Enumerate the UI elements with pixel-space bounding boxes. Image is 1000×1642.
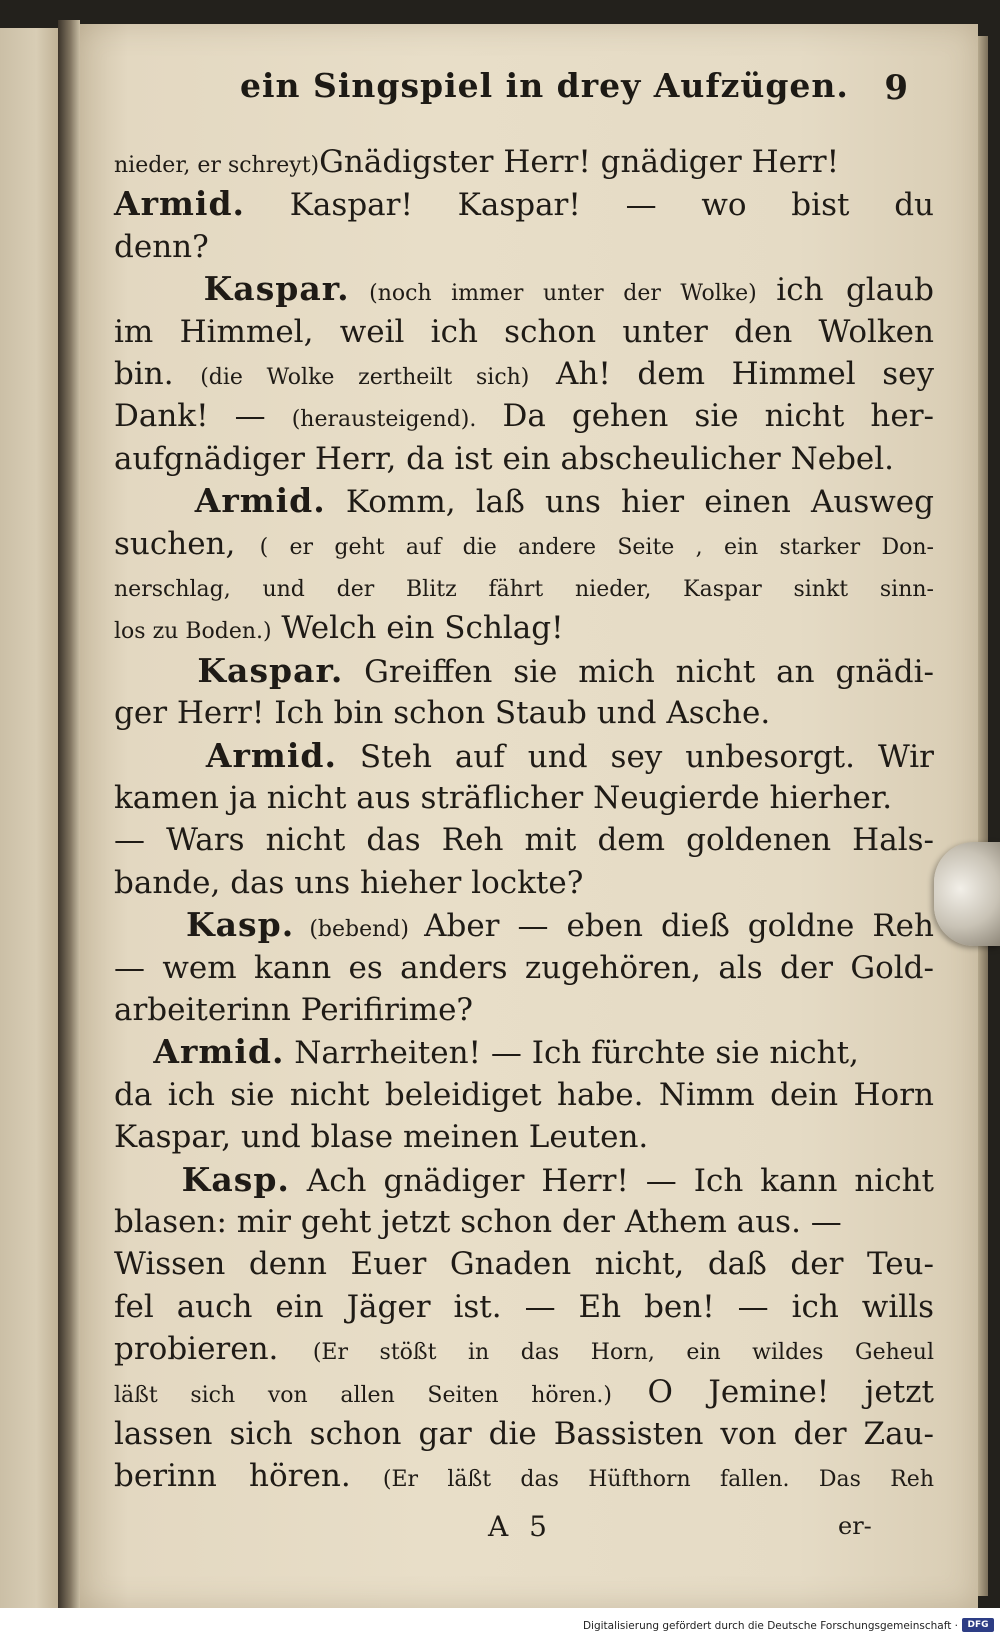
line-text: — Wars nicht das Reh mit dem goldenen Hals-: [114, 822, 934, 859]
line-text: Kaspar! Kaspar! — wo bist du: [245, 187, 934, 224]
text-line: [114, 1030, 934, 1074]
line-text: Kaspar, und blase meinen Leuten.: [114, 1119, 649, 1156]
line-text: lassen sich schon gar die Bassisten von der Zau-: [114, 1416, 934, 1452]
line-text: kamen ja nicht aus sträflicher Neugierde hierher.: [114, 780, 893, 816]
stage-direction: ( er geht auf die andere Seite , ein starker Don-: [259, 534, 934, 560]
stage-direction: (herausteigend).: [291, 407, 477, 433]
stage-direction: nerschlag, und der Blitz fährt nieder, Kaspar sinkt sinn-: [114, 577, 934, 602]
text-line: [114, 522, 934, 566]
text-line: [114, 267, 934, 311]
text-line: [114, 564, 934, 608]
line-text: Welch ein Schlag!: [271, 610, 564, 647]
line-text: O Jemine! jetzt: [611, 1373, 934, 1410]
line-text: Dank! —: [114, 398, 292, 435]
line-text: Greiffen sie mich nicht an gnädi-: [343, 653, 934, 690]
stage-direction: (Er stößt in das Horn, ein wildes Geheul: [312, 1340, 934, 1366]
line-text: [114, 272, 204, 308]
text-line: [114, 437, 934, 481]
line-text: da ich sie nicht beleidiget habe. Nimm dein Horn: [114, 1076, 934, 1113]
speaker-name: Kasp.: [181, 1159, 290, 1199]
page-header: [240, 66, 960, 116]
text-line: [114, 861, 934, 905]
line-text: aufgnädiger Herr, da ist ein abscheulicher Nebel.: [114, 440, 895, 477]
text-line: [114, 182, 934, 226]
line-text: [114, 1035, 153, 1071]
speaker-name: Armid.: [205, 735, 337, 775]
text-line: [114, 1454, 934, 1498]
text-line: [114, 1073, 934, 1117]
line-text: arbeiterinn Perifirime?: [114, 992, 474, 1028]
speaker-name: Armid.: [153, 1032, 285, 1072]
text-line: [114, 140, 934, 184]
text-line: [114, 479, 934, 523]
left-page-edge: [0, 28, 66, 1608]
stage-direction: (die Wolke zertheilt sich): [200, 365, 530, 390]
text-line: [114, 1200, 934, 1244]
signature-mark: A 5: [488, 1510, 553, 1543]
footer-credit: Digitalisierung gefördert durch die Deutsche Forschungsgemeinschaft ·: [582, 1620, 958, 1632]
line-text: Ah! dem Himmel sey: [529, 356, 935, 392]
line-text: [114, 1163, 182, 1199]
text-line: [114, 1158, 934, 1202]
line-text: Steh auf und sey unbesorgt. Wir: [336, 738, 934, 775]
speaker-name: Armid.: [194, 481, 326, 521]
text-line: [114, 1285, 934, 1329]
text-line: [114, 1115, 934, 1159]
line-text: bande, das uns hieher lockte?: [114, 864, 584, 901]
line-text: Komm, laß uns hier einen Ausweg: [325, 484, 934, 521]
text-line: [114, 903, 934, 947]
text-line: [114, 988, 934, 1032]
line-text: Ach gnädiger Herr! — Ich kann nicht: [289, 1162, 934, 1199]
line-text: [114, 484, 195, 520]
page-fore-edge: [978, 36, 988, 1596]
text-line: [114, 818, 934, 862]
text-line: [114, 225, 934, 269]
catchword: er-: [838, 1512, 872, 1540]
line-text: — wem kann es anders zugehören, als der Gold-: [114, 949, 934, 986]
line-text: ich glaub: [776, 272, 934, 309]
spine-shadow: [58, 20, 80, 1610]
line-text: ger Herr! Ich bin schon Staub und Asche.: [114, 695, 771, 732]
line-text: probieren.: [114, 1331, 313, 1368]
text-line: [114, 606, 934, 650]
speaker-name: Kaspar.: [203, 269, 350, 309]
stage-direction: (bebend): [294, 917, 425, 943]
line-text: [114, 908, 186, 944]
line-text: Gnädigster Herr! gnädiger Herr!: [319, 144, 840, 180]
line-text: denn?: [114, 228, 209, 265]
text-line: [114, 734, 934, 778]
stage-direction: läßt sich von allen Seiten hören.): [114, 1382, 612, 1408]
speaker-name: Kasp.: [185, 905, 295, 945]
text-line: [114, 691, 934, 735]
line-text: Narrheiten! — Ich fürchte sie nicht,: [284, 1035, 859, 1072]
speaker-name: Armid.: [114, 184, 246, 224]
text-line: [114, 946, 934, 990]
line-text: suchen,: [114, 525, 260, 562]
text-line: [114, 394, 934, 438]
line-text: Aber — eben dieß goldne Reh: [424, 908, 934, 945]
line-text: berinn hören.: [114, 1458, 383, 1495]
line-text: bin.: [114, 356, 201, 392]
bookmark-clip: [934, 842, 1000, 946]
line-text: Da gehen sie nicht her-: [476, 398, 934, 435]
line-text: im Himmel, weil ich schon unter den Wolken: [114, 313, 934, 350]
line-text: blasen: mir geht jetzt schon der Athem aus. —: [114, 1204, 842, 1240]
footer: [0, 1608, 1000, 1642]
running-title: ein Singspiel in drey Aufzügen.: [240, 66, 849, 105]
speaker-name: Kaspar.: [197, 650, 344, 690]
dfg-logo: DFG: [962, 1618, 994, 1632]
text-line: [114, 649, 934, 693]
line-text: fel auch ein Jäger ist. — Eh ben! — ich wills: [114, 1288, 934, 1325]
stage-direction: (Er läßt das Hüfthorn fallen. Das Reh: [382, 1467, 934, 1493]
text-line: [114, 1327, 934, 1371]
stage-direction: nieder, er schreyt): [114, 153, 320, 178]
text-line: [114, 352, 934, 396]
line-text: [114, 654, 197, 690]
text-line: [114, 310, 934, 354]
text-line: [114, 1370, 934, 1414]
line-text: Wissen denn Euer Gnaden nicht, daß der Teu-: [114, 1246, 934, 1283]
stage-direction: los zu Boden.): [114, 619, 272, 645]
text-line: [114, 1242, 934, 1286]
page-number: 9: [884, 68, 908, 108]
stage-direction: (noch immer unter der Wolke): [349, 281, 777, 307]
text-line: [114, 1412, 934, 1456]
text-line: [114, 776, 934, 820]
line-text: [114, 739, 206, 775]
